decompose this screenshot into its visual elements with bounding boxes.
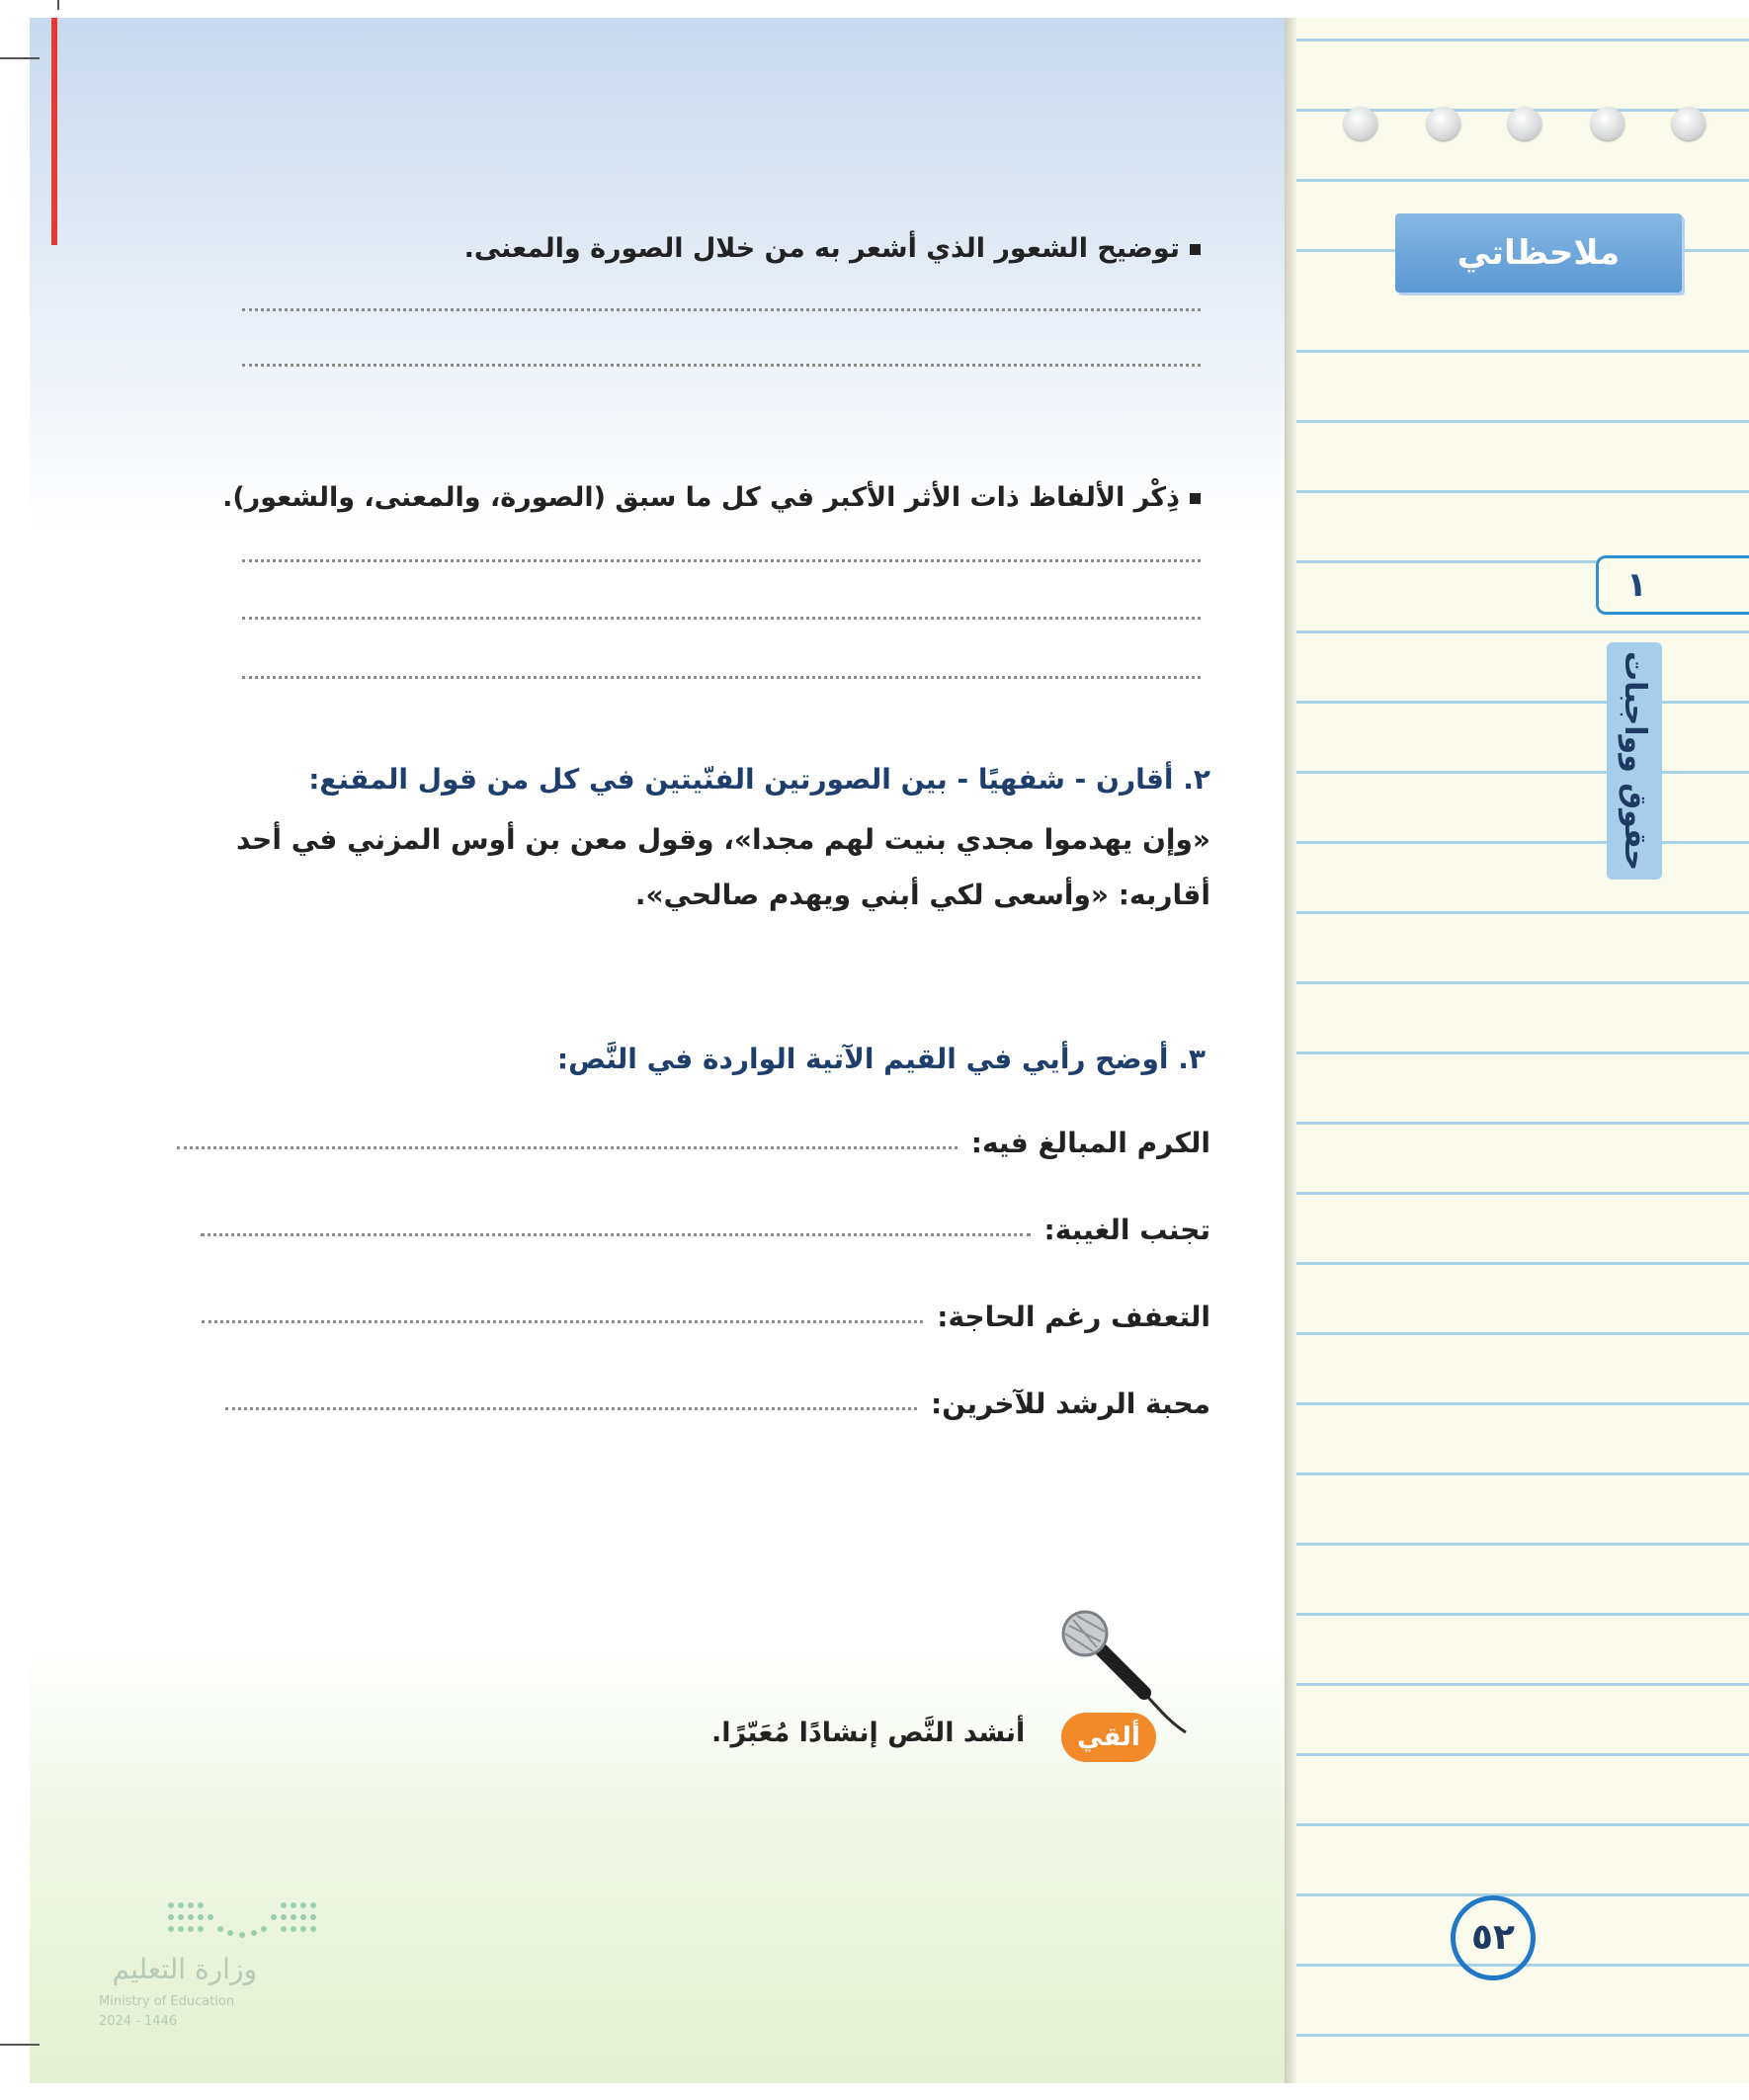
crop-mark xyxy=(0,57,40,59)
question-2-line-1 xyxy=(222,812,1210,868)
question-2-body xyxy=(222,812,1210,923)
bullet-text: توضيح الشعور الذي أشعر به من خلال الصورة والمعنى. xyxy=(463,233,1180,264)
bullet-text: ذِكْر الألفاظ ذات الأثر الأكبر في كل ما سبق (الصورة، والمعنى، والشعور). xyxy=(222,482,1180,513)
value-row xyxy=(201,1214,1210,1246)
value-label: الكرم المبالغ فيه: xyxy=(970,1127,1210,1159)
bullet-item xyxy=(222,482,1201,513)
value-label: التعفف رغم الحاجة: xyxy=(937,1301,1210,1333)
value-row xyxy=(202,1301,1210,1333)
answer-line[interactable] xyxy=(242,308,1201,311)
recite-badge: ألقي xyxy=(1061,1713,1156,1762)
page-edge-marker xyxy=(51,18,57,245)
answer-line[interactable] xyxy=(177,1146,958,1149)
answer-line[interactable] xyxy=(225,1407,917,1410)
page-number: ٥٢ xyxy=(1451,1895,1536,1980)
unit-number-tab: ١ xyxy=(1596,555,1749,615)
notebook-spine xyxy=(1285,18,1296,2083)
bullet-square-icon xyxy=(1190,493,1201,504)
binder-hole-icon xyxy=(1344,107,1377,140)
ministry-name-en: Ministry of Education xyxy=(99,1994,235,2009)
answer-line[interactable] xyxy=(202,1320,923,1323)
ministry-logo xyxy=(89,1897,326,2036)
crop-mark xyxy=(0,2044,40,2046)
value-row xyxy=(225,1387,1210,1420)
question-2-text: ، وقول معن بن أوس المزني في أحد xyxy=(236,823,734,856)
ministry-dots-icon xyxy=(163,1897,321,1945)
quote: «وأسعى لكي أبني ويهدم صالحي» xyxy=(645,879,1109,911)
binder-hole-icon xyxy=(1508,107,1541,140)
question-2-title: ٢. أقارن - شفهيًا - بين الصورتين الفنّيتين في كل من قول المقنع: xyxy=(308,763,1210,796)
ministry-year: 2024 - 1446 xyxy=(99,2014,178,2029)
value-label: محبة الرشد للآخرين: xyxy=(931,1387,1210,1420)
question-2-text: أقاربه: xyxy=(1108,879,1210,911)
binder-hole-icon xyxy=(1427,107,1460,140)
binder-hole-icon xyxy=(1672,107,1706,140)
binder-hole-icon xyxy=(1591,107,1624,140)
answer-line[interactable] xyxy=(242,617,1201,620)
notes-header: ملاحظاتي xyxy=(1395,213,1682,293)
answer-line[interactable] xyxy=(242,559,1201,562)
bullet-item xyxy=(464,233,1201,264)
ministry-name-ar: وزارة التعليم xyxy=(112,1953,257,1985)
answer-line[interactable] xyxy=(201,1233,1031,1236)
question-2-line-2 xyxy=(222,868,1210,923)
crop-mark xyxy=(57,0,59,10)
answer-line[interactable] xyxy=(242,364,1201,367)
question-2-text: . xyxy=(634,879,646,911)
answer-line[interactable] xyxy=(242,676,1201,679)
bullet-square-icon xyxy=(1190,244,1201,255)
value-row xyxy=(177,1127,1210,1159)
unit-title-label: حقوق وواجبات xyxy=(1607,642,1662,880)
quote: «وإن يهدموا مجدي بنيت لهم مجدا» xyxy=(733,823,1210,856)
question-3-title: ٣. أوضح رأيي في القيم الآتية الواردة في النَّص: xyxy=(556,1043,1206,1075)
value-label: تجنب الغيبة: xyxy=(1043,1214,1210,1246)
recite-instruction: أنشد النَّص إنشادًا مُعَبّرًا. xyxy=(711,1718,1026,1748)
notes-margin xyxy=(1290,18,1749,2083)
